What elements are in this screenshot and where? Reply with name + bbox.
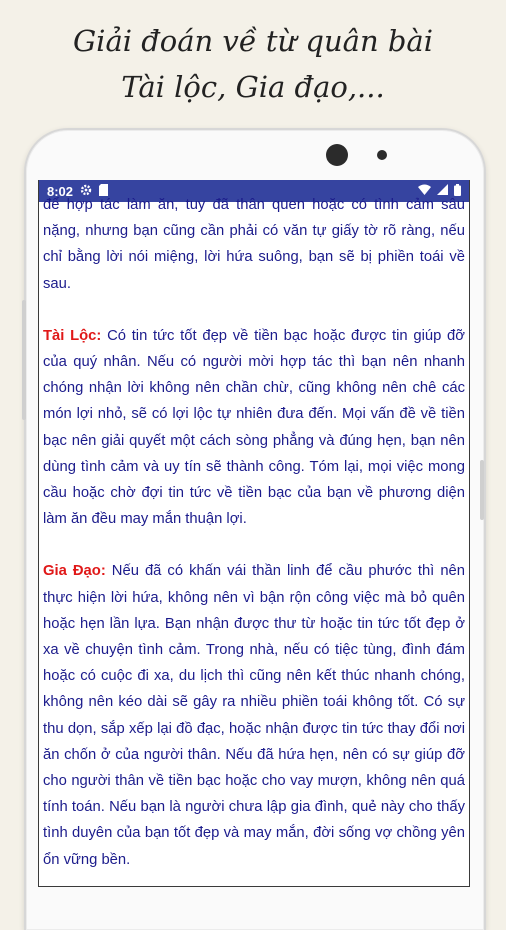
headline-line-1: Giải đoán về từ quân bài [73, 24, 433, 58]
section-text: Nếu đã có khấn vái thần linh để cầu phước thì nên thực hiện lời hứa, không nên vì bận rộn công việc mà bỏ quên hoặc hẹn lần lựa. Bạn nhận được thư từ hoặc tin tức tốt đẹp ở xa về chuyện tình cảm. Trong nhà, nếu có tiệc tùng, đình đám hoặc có cuộc đi xa, du lịch thì cũng nên kết thúc nhanh chóng, không nên kéo dài sẽ gây ra nhiều phiền toái không tốt. Có sự thu dọn, sắp xếp lại đồ đạc, hoặc nhận được tin tức thay đổi nơi ăn chốn ở của người thân. Nếu đã hứa hẹn, nên có sự giúp đỡ cho người thân về tiền bạc hoặc cho vay mượn, không nên quá tính toán. Nếu bạn là người chưa lập gia đình, quẻ này cho thấy tình duyên của bạn tốt đẹp và may mắn, đời sống vợ chồng yên ổn vững bền. [43, 563, 466, 868]
front-camera [326, 144, 348, 166]
status-time: 8:02 [47, 183, 74, 199]
section-text: Có tin tức tốt đẹp về tiền bạc hoặc được tin giúp đỡ của quý nhân. Nếu có người mời hợp tác thì bạn nên nhanh chóng nhận lời không nên chần chừ, cũng không nên chê các món lợi nhỏ, sẽ có lợi lộc tự nhiên đưa đến. Mọi vấn đề về tiền bạc nên giải quyết một cách sòng phẳng và đúng hẹn, bạn nên dùng tình cảm và uy tín sẽ thành công. Tóm lại, mọi việc mong cầu hoặc chờ đợi tin tức về tiền bạc của bạn về phương diện làm ăn đều may mắn thuận lợi. [43, 327, 465, 528]
reading-content [43, 192, 465, 887]
intro-paragraph: để hợp tác làm ăn, tuy đã thân quen hoặc có tình cảm sâu nặng, nhưng bạn cũng cần phải có văn tự giấy tờ rõ ràng, nếu chỉ bằng lời nói miệng, lời hứa suông, bạn sẽ bị phiền toái về sau. [43, 197, 465, 292]
phone-side-button-left [22, 300, 26, 420]
phone-side-button-right [480, 460, 484, 520]
section-label: Tài Lộc: [43, 327, 102, 344]
section-label: Gia Đạo: [43, 563, 106, 580]
promo-headline [0, 18, 506, 110]
app-screen [38, 180, 470, 887]
proximity-sensor [377, 150, 387, 160]
section-tai-loc [43, 323, 465, 533]
section-gia-dao [43, 558, 465, 872]
headline-line-2: Tài lộc, Gia đạo,... [121, 70, 385, 104]
